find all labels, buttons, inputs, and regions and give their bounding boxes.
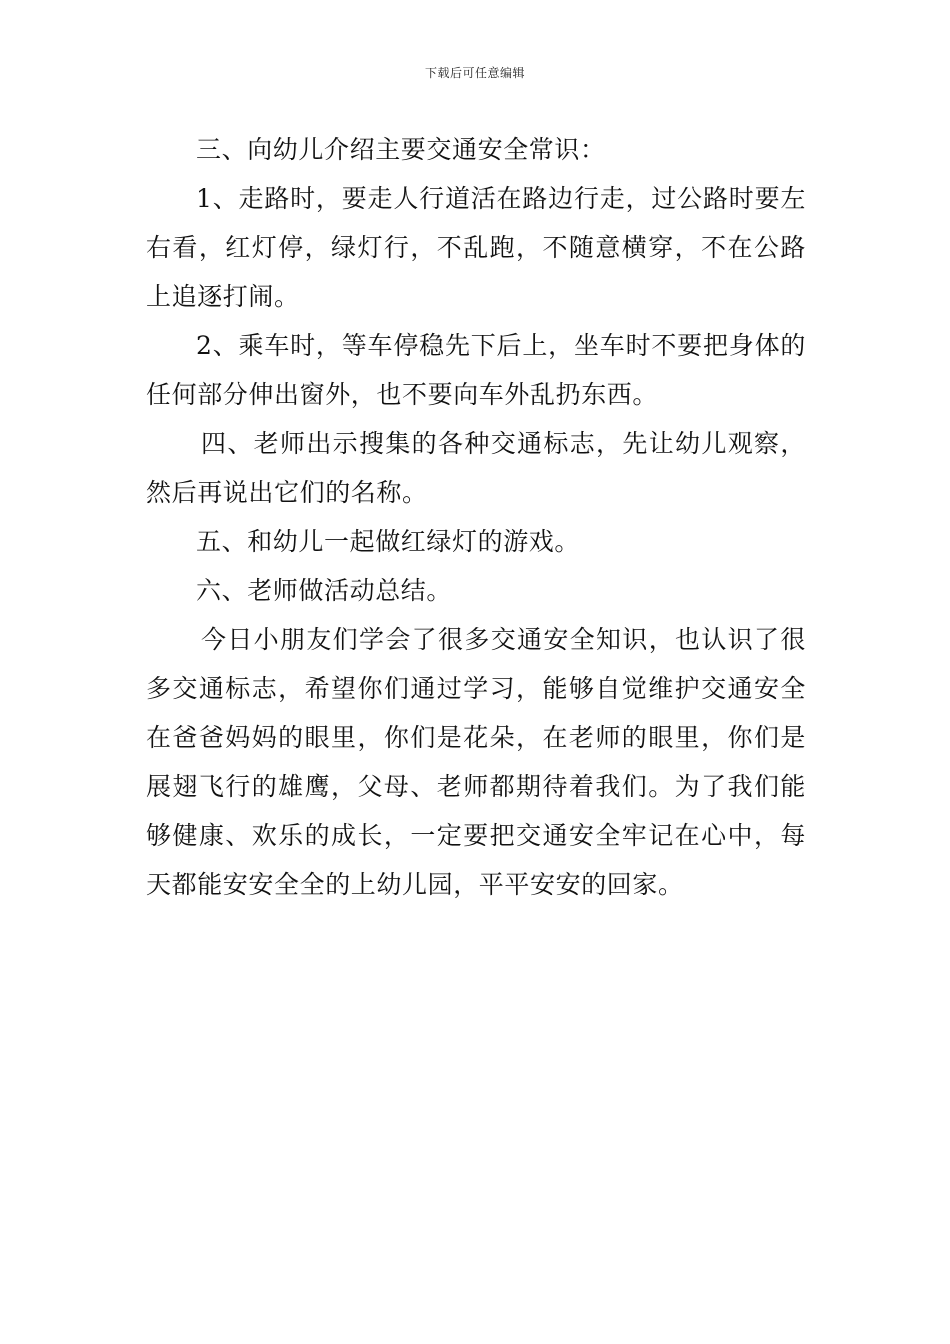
- paragraph-section-five: 五、和幼儿一起做红绿灯的游戏。: [196, 527, 581, 556]
- paragraph-riding-rules: 2、乘车时，等车停稳先下后上，坐车时不要把身体的任何部分伸出窗外，也不要向车外乱扔东西。: [146, 331, 806, 409]
- header-note: 下载后可任意编辑: [424, 66, 525, 80]
- paragraph-section-four: 四、老师出示搜集的各种交通标志，先让幼儿观察，然后再说出它们的名称。: [146, 429, 806, 507]
- paragraph-section-six: 六、老师做活动总结。: [196, 576, 453, 605]
- paragraph-walking-rules: 1、走路时，要走人行道活在路边行走，过公路时要左右看，红灯停，绿灯行，不乱跑，不随意横穿，不在公路上追逐打闹。: [146, 184, 806, 311]
- paragraph-section-three: 三、向幼儿介绍主要交通安全常识：: [196, 135, 606, 164]
- document-body: [146, 125, 806, 909]
- paragraph-summary: 今日小朋友们学会了很多交通安全知识，也认识了很多交通标志，希望你们通过学习，能够自觉维护交通安全在爸爸妈妈的眼里，你们是花朵，在老师的眼里，你们是展翅飞行的雄鹰，父母、老师都期待着我们。为了我们能够健康、欢乐的成长，一定要把交通安全牢记在心中，每天都能安安全全的上幼儿园，平平安安的回家。: [146, 625, 806, 899]
